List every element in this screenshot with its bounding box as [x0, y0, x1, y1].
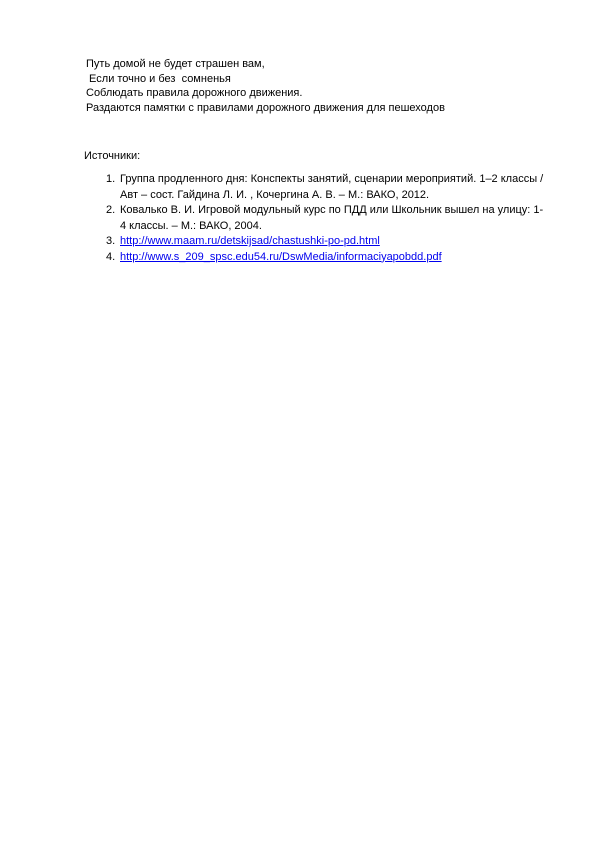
- sources-heading: Источники:: [84, 150, 141, 162]
- source-text: Группа продленного дня: Конспекты занятий, сценарии мероприятий. 1–2 классы / Авт – сост. Гайдина Л. И. , Кочергина А. В. – М.: ВАКО, 2012.: [120, 173, 544, 201]
- poem-line: Путь домой не будет страшен вам,: [86, 58, 265, 70]
- poem-line: Соблюдать правила дорожного движения.: [86, 87, 303, 99]
- source-link-edu54[interactable]: http://www.s_209_spsc.edu54.ru/DswMedia/informaciyapobdd.pdf: [120, 250, 442, 263]
- source-number: 1.: [106, 173, 116, 185]
- poem-line: Раздаются памятки с правилами дорожного движения для пешеходов: [86, 101, 445, 114]
- source-number: 4.: [106, 250, 116, 263]
- source-text: Ковалько В. И. Игровой модульный курс по ПДД или Школьник вышел на улицу: 1-4 классы. – М.: ВАКО, 2004.: [120, 204, 544, 232]
- source-item: [106, 172, 546, 203]
- sources-list: [106, 172, 546, 265]
- poem-line: Если точно и без сомненья: [86, 72, 231, 85]
- source-item: [106, 234, 546, 250]
- source-item: [106, 250, 546, 266]
- source-number: 3.: [106, 235, 116, 247]
- source-link-maam[interactable]: http://www.maam.ru/detskijsad/chastushki-po-pd.html: [120, 235, 380, 247]
- poem-block: [86, 57, 556, 115]
- source-number: 2.: [106, 204, 116, 216]
- source-item: [106, 203, 546, 234]
